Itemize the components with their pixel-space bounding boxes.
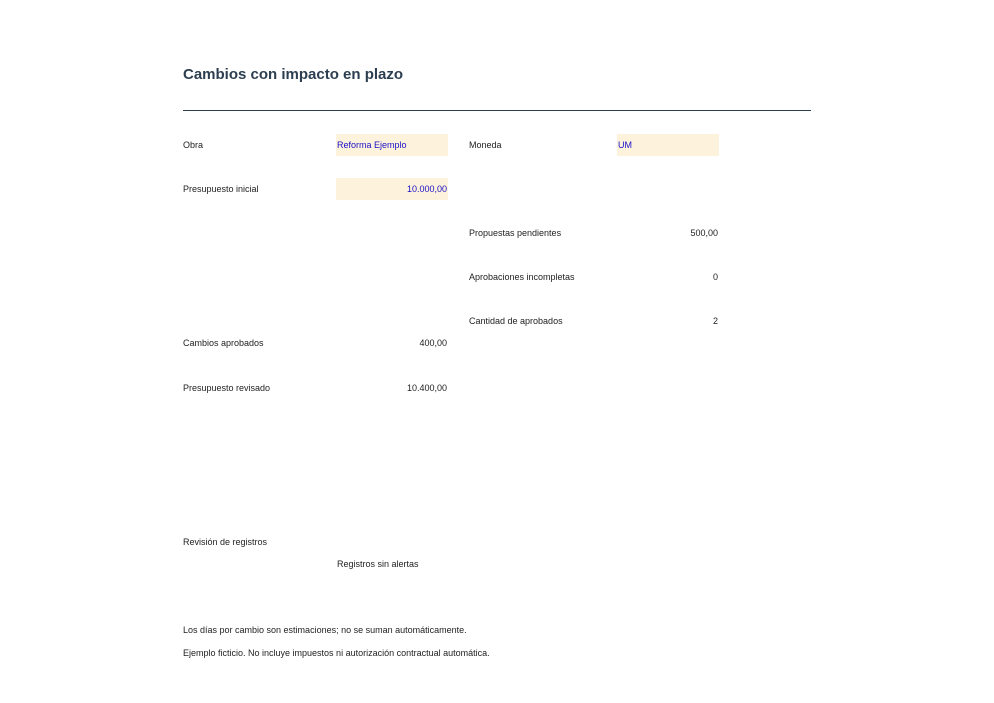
- presupuesto-inicial-label: Presupuesto inicial: [183, 184, 259, 194]
- aprobaciones-incompletas-value: 0: [712, 272, 718, 282]
- moneda-label: Moneda: [469, 140, 502, 150]
- propuestas-pendientes-label: Propuestas pendientes: [469, 228, 562, 238]
- moneda-input[interactable]: UM: [617, 134, 719, 156]
- page-title: Cambios con impacto en plazo: [183, 66, 404, 83]
- obra-label: Obra: [183, 140, 204, 150]
- note-estimaciones: Los días por cambio son estimaciones; no se suman automáticamente.: [183, 625, 467, 635]
- cambios-aprobados-label: Cambios aprobados: [183, 338, 264, 348]
- revision-status: Registros sin alertas: [337, 559, 419, 569]
- obra-input[interactable]: Reforma Ejemplo: [336, 134, 448, 156]
- cambios-aprobados-value: 400,00: [419, 338, 447, 348]
- revision-registros-label: Revisión de registros: [183, 537, 268, 547]
- title-divider: [183, 110, 811, 111]
- aprobaciones-incompletas-label: Aprobaciones incompletas: [469, 272, 575, 282]
- presupuesto-revisado-label: Presupuesto revisado: [183, 383, 271, 393]
- note-ejemplo-ficticio: Ejemplo ficticio. No incluye impuestos ni autorización contractual automática.: [183, 648, 490, 658]
- cantidad-aprobados-value: 2: [712, 316, 718, 326]
- presupuesto-revisado-value: 10.400,00: [406, 383, 447, 393]
- presupuesto-inicial-input[interactable]: 10.000,00: [336, 178, 448, 200]
- propuestas-pendientes-value: 500,00: [690, 228, 718, 238]
- cantidad-aprobados-label: Cantidad de aprobados: [469, 316, 563, 326]
